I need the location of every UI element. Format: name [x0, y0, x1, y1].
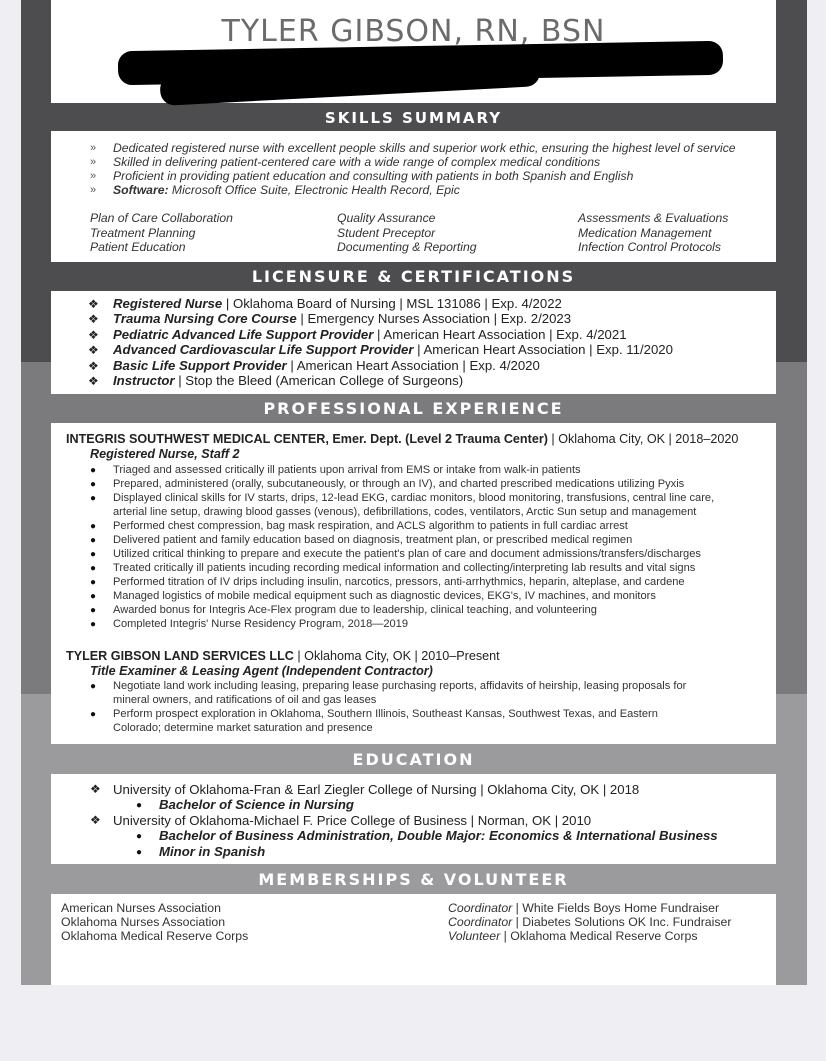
skill-keyword: Patient Education: [90, 240, 186, 254]
diamond-bullet-icon: ❖: [90, 782, 101, 796]
diamond-bullet-icon: ❖: [88, 297, 99, 311]
school: University of Oklahoma-Michael F. Price College of Business | Norman, OK | 2010: [113, 813, 592, 828]
license-detail: | American Heart Association | Exp. 11/2020: [413, 342, 673, 357]
job-duty: Performed titration of IV drips including insulin, narcotics, pressors, anti-arrhythmics, heparin, alteplase, and cardene: [113, 576, 685, 588]
skill-keyword: Documenting & Reporting: [337, 240, 477, 254]
bullet-dot: ●: [90, 549, 97, 560]
skill-keyword: Student Preceptor: [337, 226, 436, 240]
membership-org: Oklahoma Nurses Association: [61, 915, 226, 929]
job-duty: Utilized critical thinking to prepare and execute the patient's plan of care and document admissions/transfers/discharges: [113, 548, 701, 560]
job-duty: Awarded bonus for Integris Ace-Flex program due to leadership, clinical teaching, and volunteering: [113, 604, 597, 616]
software-value: Microsoft Office Suite, Electronic Health Record, Epic: [168, 183, 460, 197]
skill-keyword: Infection Control Protocols: [578, 240, 721, 254]
license-detail: | Stop the Bleed (American College of Surgeons): [174, 373, 464, 388]
job-duty: Perform prospect exploration in Oklahoma, Southern Illinois, Southeast Kansas, Southwest Texas, and Eastern: [113, 708, 658, 720]
diamond-bullet-icon: ❖: [88, 359, 99, 373]
minor: Minor in Spanish: [159, 844, 266, 859]
job-duty: Completed Integris' Nurse Residency Program, 2018—2019: [113, 618, 409, 630]
license-title: Advanced Cardiovascular Life Support Provider: [113, 342, 414, 357]
job-duty: Delivered patient and family education based on diagnosis, treatment plan, or prescribed medical regimen: [113, 534, 633, 546]
job-duty: Negotiate land work including leasing, preparing lease purchasing reports, affidavits of heirship, leasing proposals for: [113, 680, 687, 692]
school: University of Oklahoma-Fran & Earl Ziegler College of Nursing | Oklahoma City, OK | 2018: [113, 782, 640, 797]
section-title-licensure: LICENSURE & CERTIFICATIONS: [251, 267, 576, 286]
diamond-bullet-icon: ❖: [88, 374, 99, 388]
job-role: Registered Nurse, Staff 2: [90, 447, 240, 461]
volunteer-role: Coordinator: [448, 915, 513, 929]
license-title: Basic Life Support Provider: [113, 358, 287, 373]
section-title-skills: SKILLS SUMMARY: [324, 109, 503, 127]
skill-summary-line: Skilled in delivering patient-centered care with a wide range of complex medical conditions: [113, 155, 601, 169]
skill-keyword: Quality Assurance: [337, 211, 436, 225]
job-duty-continued: Colorado; determine market saturation and presence: [113, 722, 373, 734]
job-header: [66, 432, 738, 446]
license-item: [88, 327, 627, 342]
job-duty: Treated critically ill patients incuding recording medical information and collecting/interpreting lab results and vital signs: [113, 562, 696, 574]
volunteer-item: [448, 915, 731, 929]
job-location: | Oklahoma City, OK | 2018–2020: [547, 432, 739, 446]
skill-summary-line: Proficient in providing patient education and consulting with patients in both Spanish and English: [113, 169, 634, 183]
bullet-dot: ●: [90, 479, 97, 490]
volunteer-org: | Diabetes Solutions OK Inc. Fundraiser: [512, 915, 732, 929]
skill-keyword: Assessments & Evaluations: [578, 211, 729, 225]
bullet-mark: »: [90, 156, 97, 168]
license-title: Instructor: [113, 373, 175, 388]
diamond-bullet-icon: ❖: [88, 312, 99, 326]
license-title: Pediatric Advanced Life Support Provider: [113, 327, 374, 342]
bullet-dot: ●: [90, 709, 97, 720]
employer-name: INTEGRIS SOUTHWEST MEDICAL CENTER, Emer. Dept. (Level 2 Trauma Center): [66, 432, 548, 446]
bullet-dot: ●: [90, 619, 97, 630]
section-title-education: EDUCATION: [352, 750, 475, 769]
license-item: [88, 296, 562, 311]
job-duty: Performed chest compression, bag mask respiration, and ACLS algorithm to patients in full cardiac arrest: [113, 520, 628, 532]
license-detail: | American Heart Association | Exp. 4/2021: [373, 327, 627, 342]
volunteer-item: [448, 929, 697, 943]
diamond-bullet-icon: ❖: [90, 813, 101, 827]
bullet-dot: ●: [90, 465, 97, 476]
license-detail: | Oklahoma Board of Nursing | MSL 131086 | Exp. 4/2022: [222, 296, 562, 311]
volunteer-org: | Oklahoma Medical Reserve Corps: [500, 929, 698, 943]
license-title: Trauma Nursing Core Course: [113, 311, 297, 326]
bullet-mark: »: [90, 184, 97, 196]
bullet-dot: ●: [90, 493, 97, 504]
degree: Bachelor of Science in Nursing: [159, 797, 354, 812]
job-header: [66, 649, 500, 663]
job-role: Title Examiner & Leasing Agent (Independent Contractor): [90, 664, 433, 678]
bullet-dot: ●: [90, 681, 97, 692]
bullet-dot: ●: [90, 521, 97, 532]
bullet-dot: ●: [90, 605, 97, 616]
degree: Bachelor of Business Administration, Double Major: Economics & International Business: [159, 828, 718, 843]
job-duty: Prepared, administered (orally, subcutaneously, or through an IV), and charted prescribed medications utilizing Pyxis: [113, 478, 685, 490]
job-duty: Displayed clinical skills for IV starts, drips, 12-lead EKG, cardiac monitors, blood monitoring, transfusions, central line care,: [113, 492, 715, 504]
job-duty-continued: arterial line setup, drawing blood gasses (venous), defibrillations, codes, ventilators, Arctic Sun setup and management: [113, 506, 697, 518]
section-title-experience: PROFESSIONAL EXPERIENCE: [263, 399, 564, 418]
volunteer-role: Coordinator: [448, 901, 513, 915]
software-label: Software:: [113, 183, 169, 197]
license-detail: | American Heart Association | Exp. 4/2020: [286, 358, 540, 373]
skill-keyword: Treatment Planning: [90, 226, 196, 240]
bullet-dot: ●: [136, 847, 143, 858]
skill-summary-line: Dedicated registered nurse with excellent people skills and superior work ethic, ensuring the highest level of service: [113, 141, 736, 155]
license-detail: | Emergency Nurses Association | Exp. 2/2023: [296, 311, 572, 326]
job-duty: Triaged and assessed critically ill patients upon arrival from EMS or intake from walk-in patients: [113, 464, 581, 476]
job-duty-continued: mineral owners, and ratifications of oil and gas leases: [113, 694, 377, 706]
bullet-dot: ●: [90, 535, 97, 546]
resume-name: TYLER GIBSON, RN, BSN: [221, 14, 606, 49]
bullet-mark: »: [90, 142, 97, 154]
bullet-dot: ●: [90, 563, 97, 574]
volunteer-org: | White Fields Boys Home Fundraiser: [512, 901, 720, 915]
bullet-mark: »: [90, 170, 97, 182]
volunteer-item: [448, 901, 719, 915]
bullet-dot: ●: [90, 591, 97, 602]
diamond-bullet-icon: ❖: [88, 343, 99, 357]
skill-keyword: Medication Management: [578, 226, 712, 240]
volunteer-role: Volunteer: [448, 929, 501, 943]
skill-software-line: [113, 183, 460, 197]
bullet-dot: ●: [90, 577, 97, 588]
job-location: | Oklahoma City, OK | 2010–Present: [293, 649, 500, 663]
skill-keyword: Plan of Care Collaboration: [90, 211, 233, 225]
employer-name: TYLER GIBSON LAND SERVICES LLC: [66, 649, 294, 663]
license-title: Registered Nurse: [113, 296, 223, 311]
license-item: [88, 358, 540, 373]
bullet-dot: ●: [136, 800, 143, 811]
job-duty: Managed logistics of mobile medical equipment such as diagnostic devices, EKG's, IV machines, and monitors: [113, 590, 656, 602]
license-item: [88, 342, 673, 357]
membership-org: American Nurses Association: [61, 901, 221, 915]
bullet-dot: ●: [136, 831, 143, 842]
diamond-bullet-icon: ❖: [88, 328, 99, 342]
membership-org: Oklahoma Medical Reserve Corps: [61, 929, 249, 943]
section-title-memberships: MEMBERSHIPS & VOLUNTEER: [258, 870, 569, 889]
license-item: [88, 373, 463, 388]
license-item: [88, 311, 571, 326]
